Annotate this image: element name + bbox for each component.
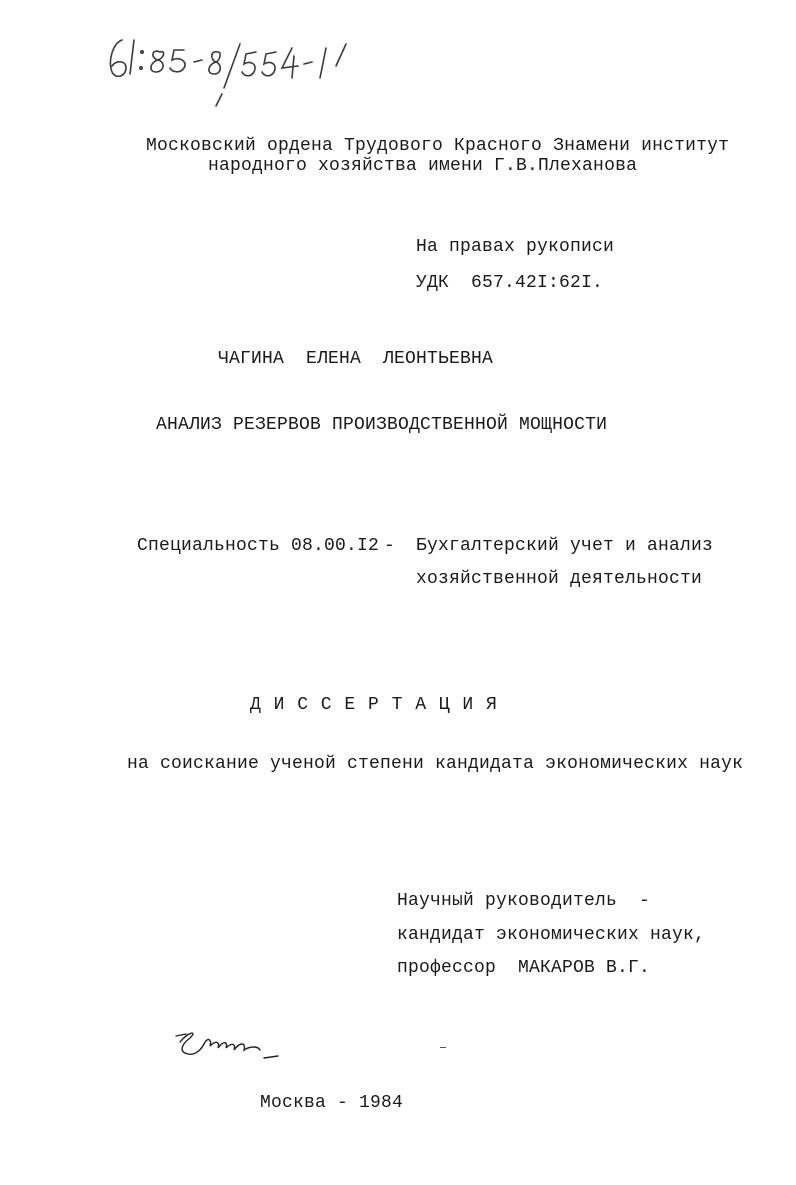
institution-line-1: Московский ордена Трудового Красного Знамени институт <box>146 136 730 156</box>
archive-note-handwriting <box>100 18 370 113</box>
specialty-name-line-2: хозяйственной деятельности <box>416 569 703 589</box>
specialty-dash: - <box>384 536 396 556</box>
rights-reserved-label: На правах рукописи <box>416 237 615 257</box>
specialty-name-line-1: Бухгалтерский учет и анализ <box>416 536 714 556</box>
specialty-label: Специальность 08.00.I2 <box>137 536 380 556</box>
supervisor-line-1: Научный руководитель - <box>397 891 651 911</box>
udc-code: УДК 657.42I:62I. <box>416 273 604 293</box>
author-signature <box>168 1012 298 1072</box>
dissertation-title: АНАЛИЗ РЕЗЕРВОВ ПРОИЗВОДСТВЕННОЙ МОЩНОСТИ <box>156 415 608 435</box>
institution-line-2: народного хозяйства имени Г.В.Плеханова <box>208 156 638 176</box>
document-type: Д И С С Е Р Т А Ц И Я <box>250 695 498 715</box>
author-name: ЧАГИНА ЕЛЕНА ЛЕОНТЬЕВНА <box>218 349 494 369</box>
paper-mark <box>440 1047 446 1048</box>
supervisor-line-2: кандидат экономических наук, <box>397 925 706 945</box>
city-year: Москва - 1984 <box>260 1093 404 1113</box>
supervisor-line-3: профессор МАКАРОВ В.Г. <box>397 958 651 978</box>
degree-statement: на соискание ученой степени кандидата экономических наук <box>127 754 744 774</box>
